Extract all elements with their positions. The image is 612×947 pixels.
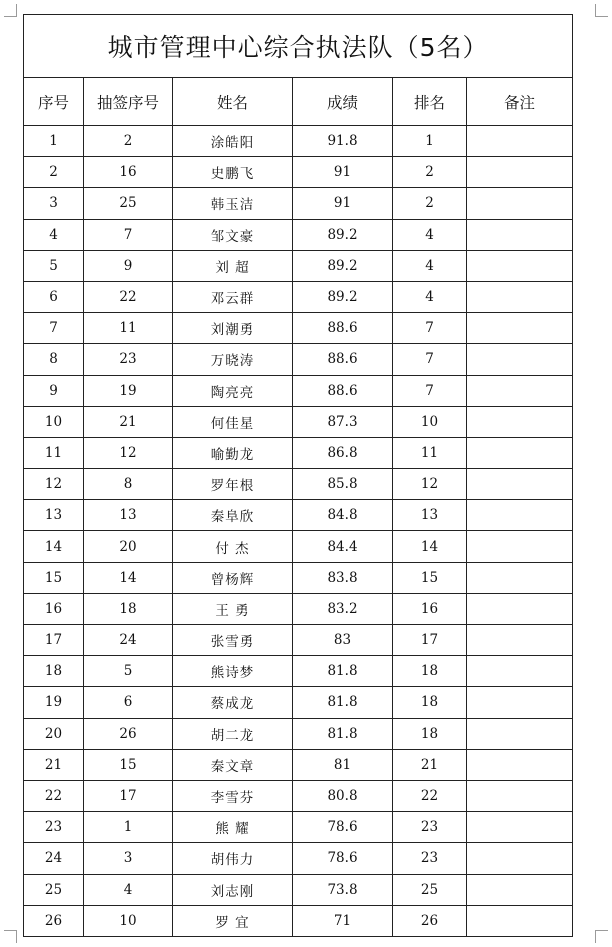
- cell-draw-number: 13: [84, 500, 173, 531]
- cell-score: 89.2: [293, 250, 393, 281]
- cell-draw-number: 11: [84, 313, 173, 344]
- cell-draw-number: 2: [84, 126, 173, 157]
- cell-score: 87.3: [293, 406, 393, 437]
- table-row: [24, 625, 573, 656]
- cell-rank: 15: [393, 562, 467, 593]
- cell-score: 89.2: [293, 219, 393, 250]
- table-row: [24, 905, 573, 936]
- cell-rank: 26: [393, 905, 467, 936]
- cell-rank: 21: [393, 749, 467, 780]
- cell-name: 刘志刚: [173, 874, 293, 905]
- cell-score: 71: [293, 905, 393, 936]
- cell-name: 万晓涛: [173, 344, 293, 375]
- cell-index: 22: [24, 780, 84, 811]
- table-row: [24, 656, 573, 687]
- cell-rank: 18: [393, 687, 467, 718]
- table-row: [24, 562, 573, 593]
- table-row: [24, 500, 573, 531]
- cell-score: 84.8: [293, 500, 393, 531]
- cell-index: 24: [24, 843, 84, 874]
- cell-draw-number: 21: [84, 406, 173, 437]
- header-remarks: 备注: [467, 78, 573, 126]
- cell-remarks: [467, 250, 573, 281]
- cell-draw-number: 26: [84, 718, 173, 749]
- cell-name: 蔡成龙: [173, 687, 293, 718]
- cell-index: 14: [24, 531, 84, 562]
- cell-remarks: [467, 375, 573, 406]
- cell-remarks: [467, 749, 573, 780]
- cell-remarks: [467, 625, 573, 656]
- crop-mark-top-right: [595, 4, 608, 17]
- results-table: [23, 14, 573, 937]
- cell-draw-number: 12: [84, 437, 173, 468]
- cell-draw-number: 4: [84, 874, 173, 905]
- cell-name: 涂皓阳: [173, 126, 293, 157]
- header-row: [24, 78, 573, 126]
- cell-rank: 10: [393, 406, 467, 437]
- cell-name: 胡二龙: [173, 718, 293, 749]
- cell-draw-number: 16: [84, 157, 173, 188]
- cell-index: 8: [24, 344, 84, 375]
- cell-index: 1: [24, 126, 84, 157]
- cell-rank: 2: [393, 188, 467, 219]
- cell-remarks: [467, 780, 573, 811]
- cell-score: 85.8: [293, 469, 393, 500]
- cell-draw-number: 17: [84, 780, 173, 811]
- cell-draw-number: 3: [84, 843, 173, 874]
- header-score: 成绩: [293, 78, 393, 126]
- cell-score: 78.6: [293, 812, 393, 843]
- cell-score: 88.6: [293, 344, 393, 375]
- cell-score: 88.6: [293, 375, 393, 406]
- table-row: [24, 874, 573, 905]
- cell-draw-number: 18: [84, 593, 173, 624]
- cell-draw-number: 23: [84, 344, 173, 375]
- cell-rank: 14: [393, 531, 467, 562]
- cell-draw-number: 10: [84, 905, 173, 936]
- cell-rank: 11: [393, 437, 467, 468]
- table-title: 城市管理中心综合执法队（5名）: [24, 15, 573, 78]
- cell-rank: 17: [393, 625, 467, 656]
- cell-score: 73.8: [293, 874, 393, 905]
- cell-draw-number: 14: [84, 562, 173, 593]
- table-row: [24, 344, 573, 375]
- cell-name: 喻勤龙: [173, 437, 293, 468]
- table-row: [24, 219, 573, 250]
- cell-index: 16: [24, 593, 84, 624]
- cell-draw-number: 9: [84, 250, 173, 281]
- cell-rank: 23: [393, 812, 467, 843]
- cell-name: 邹文豪: [173, 219, 293, 250]
- cell-remarks: [467, 281, 573, 312]
- cell-draw-number: 5: [84, 656, 173, 687]
- cell-rank: 4: [393, 250, 467, 281]
- cell-draw-number: 19: [84, 375, 173, 406]
- cell-rank: 16: [393, 593, 467, 624]
- cell-index: 7: [24, 313, 84, 344]
- cell-index: 17: [24, 625, 84, 656]
- cell-index: 3: [24, 188, 84, 219]
- cell-remarks: [467, 157, 573, 188]
- cell-score: 81.8: [293, 656, 393, 687]
- cell-index: 25: [24, 874, 84, 905]
- cell-draw-number: 22: [84, 281, 173, 312]
- cell-name: 刘 超: [173, 250, 293, 281]
- cell-remarks: [467, 313, 573, 344]
- cell-score: 91.8: [293, 126, 393, 157]
- cell-draw-number: 8: [84, 469, 173, 500]
- cell-index: 23: [24, 812, 84, 843]
- cell-name: 李雪芬: [173, 780, 293, 811]
- cell-name: 付 杰: [173, 531, 293, 562]
- cell-rank: 7: [393, 375, 467, 406]
- cell-rank: 23: [393, 843, 467, 874]
- cell-rank: 18: [393, 656, 467, 687]
- cell-name: 曾杨辉: [173, 562, 293, 593]
- cell-rank: 7: [393, 313, 467, 344]
- cell-remarks: [467, 562, 573, 593]
- cell-remarks: [467, 812, 573, 843]
- cell-remarks: [467, 344, 573, 375]
- cell-name: 何佳星: [173, 406, 293, 437]
- cell-name: 韩玉洁: [173, 188, 293, 219]
- cell-rank: 25: [393, 874, 467, 905]
- cell-rank: 4: [393, 219, 467, 250]
- cell-remarks: [467, 500, 573, 531]
- cell-rank: 22: [393, 780, 467, 811]
- table-row: [24, 250, 573, 281]
- cell-draw-number: 15: [84, 749, 173, 780]
- cell-draw-number: 25: [84, 188, 173, 219]
- cell-remarks: [467, 593, 573, 624]
- cell-rank: 2: [393, 157, 467, 188]
- cell-draw-number: 6: [84, 687, 173, 718]
- table-row: [24, 718, 573, 749]
- header-rank: 排名: [393, 78, 467, 126]
- table-row: [24, 812, 573, 843]
- table-row: [24, 281, 573, 312]
- cell-score: 81: [293, 749, 393, 780]
- cell-index: 15: [24, 562, 84, 593]
- cell-name: 罗 宜: [173, 905, 293, 936]
- cell-remarks: [467, 437, 573, 468]
- cell-remarks: [467, 843, 573, 874]
- cell-index: 12: [24, 469, 84, 500]
- cell-name: 胡伟力: [173, 843, 293, 874]
- table-row: [24, 126, 573, 157]
- cell-score: 83.8: [293, 562, 393, 593]
- cell-draw-number: 24: [84, 625, 173, 656]
- table-row: [24, 313, 573, 344]
- table-row: [24, 157, 573, 188]
- cell-index: 9: [24, 375, 84, 406]
- cell-remarks: [467, 905, 573, 936]
- cell-score: 84.4: [293, 531, 393, 562]
- cell-score: 78.6: [293, 843, 393, 874]
- cell-rank: 13: [393, 500, 467, 531]
- table-row: [24, 780, 573, 811]
- table-row: [24, 593, 573, 624]
- table-row: [24, 531, 573, 562]
- cell-score: 81.8: [293, 687, 393, 718]
- cell-draw-number: 1: [84, 812, 173, 843]
- cell-score: 80.8: [293, 780, 393, 811]
- header-draw-number: 抽签序号: [84, 78, 173, 126]
- cell-draw-number: 20: [84, 531, 173, 562]
- cell-index: 4: [24, 219, 84, 250]
- cell-rank: 12: [393, 469, 467, 500]
- cell-score: 86.8: [293, 437, 393, 468]
- table-row: [24, 375, 573, 406]
- cell-index: 5: [24, 250, 84, 281]
- cell-index: 20: [24, 718, 84, 749]
- cell-rank: 7: [393, 344, 467, 375]
- cell-remarks: [467, 874, 573, 905]
- cell-name: 熊诗梦: [173, 656, 293, 687]
- cell-remarks: [467, 126, 573, 157]
- crop-mark-top-left: [4, 4, 17, 17]
- cell-score: 91: [293, 157, 393, 188]
- cell-rank: 1: [393, 126, 467, 157]
- cell-name: 邓云群: [173, 281, 293, 312]
- crop-mark-bottom-right: [595, 930, 608, 943]
- table-row: [24, 437, 573, 468]
- cell-name: 陶亮亮: [173, 375, 293, 406]
- cell-score: 89.2: [293, 281, 393, 312]
- cell-remarks: [467, 469, 573, 500]
- cell-remarks: [467, 219, 573, 250]
- cell-name: 王 勇: [173, 593, 293, 624]
- cell-draw-number: 7: [84, 219, 173, 250]
- cell-score: 91: [293, 188, 393, 219]
- table-row: [24, 469, 573, 500]
- cell-name: 熊 耀: [173, 812, 293, 843]
- table-row: [24, 843, 573, 874]
- cell-index: 2: [24, 157, 84, 188]
- cell-index: 13: [24, 500, 84, 531]
- cell-rank: 4: [393, 281, 467, 312]
- cell-score: 83: [293, 625, 393, 656]
- cell-remarks: [467, 531, 573, 562]
- cell-score: 81.8: [293, 718, 393, 749]
- table-body: [24, 126, 573, 937]
- cell-index: 6: [24, 281, 84, 312]
- cell-score: 83.2: [293, 593, 393, 624]
- cell-remarks: [467, 188, 573, 219]
- table-row: [24, 749, 573, 780]
- cell-remarks: [467, 718, 573, 749]
- cell-name: 罗年根: [173, 469, 293, 500]
- cell-index: 19: [24, 687, 84, 718]
- cell-name: 史鹏飞: [173, 157, 293, 188]
- cell-index: 11: [24, 437, 84, 468]
- cell-index: 18: [24, 656, 84, 687]
- cell-remarks: [467, 687, 573, 718]
- cell-remarks: [467, 406, 573, 437]
- table-row: [24, 406, 573, 437]
- table-row: [24, 687, 573, 718]
- header-index: 序号: [24, 78, 84, 126]
- cell-index: 21: [24, 749, 84, 780]
- cell-index: 10: [24, 406, 84, 437]
- table-row: [24, 188, 573, 219]
- crop-mark-bottom-left: [4, 930, 17, 943]
- header-name: 姓名: [173, 78, 293, 126]
- cell-rank: 18: [393, 718, 467, 749]
- cell-name: 刘潮勇: [173, 313, 293, 344]
- cell-remarks: [467, 656, 573, 687]
- cell-name: 秦文章: [173, 749, 293, 780]
- cell-index: 26: [24, 905, 84, 936]
- cell-name: 秦阜欣: [173, 500, 293, 531]
- cell-score: 88.6: [293, 313, 393, 344]
- cell-name: 张雪勇: [173, 625, 293, 656]
